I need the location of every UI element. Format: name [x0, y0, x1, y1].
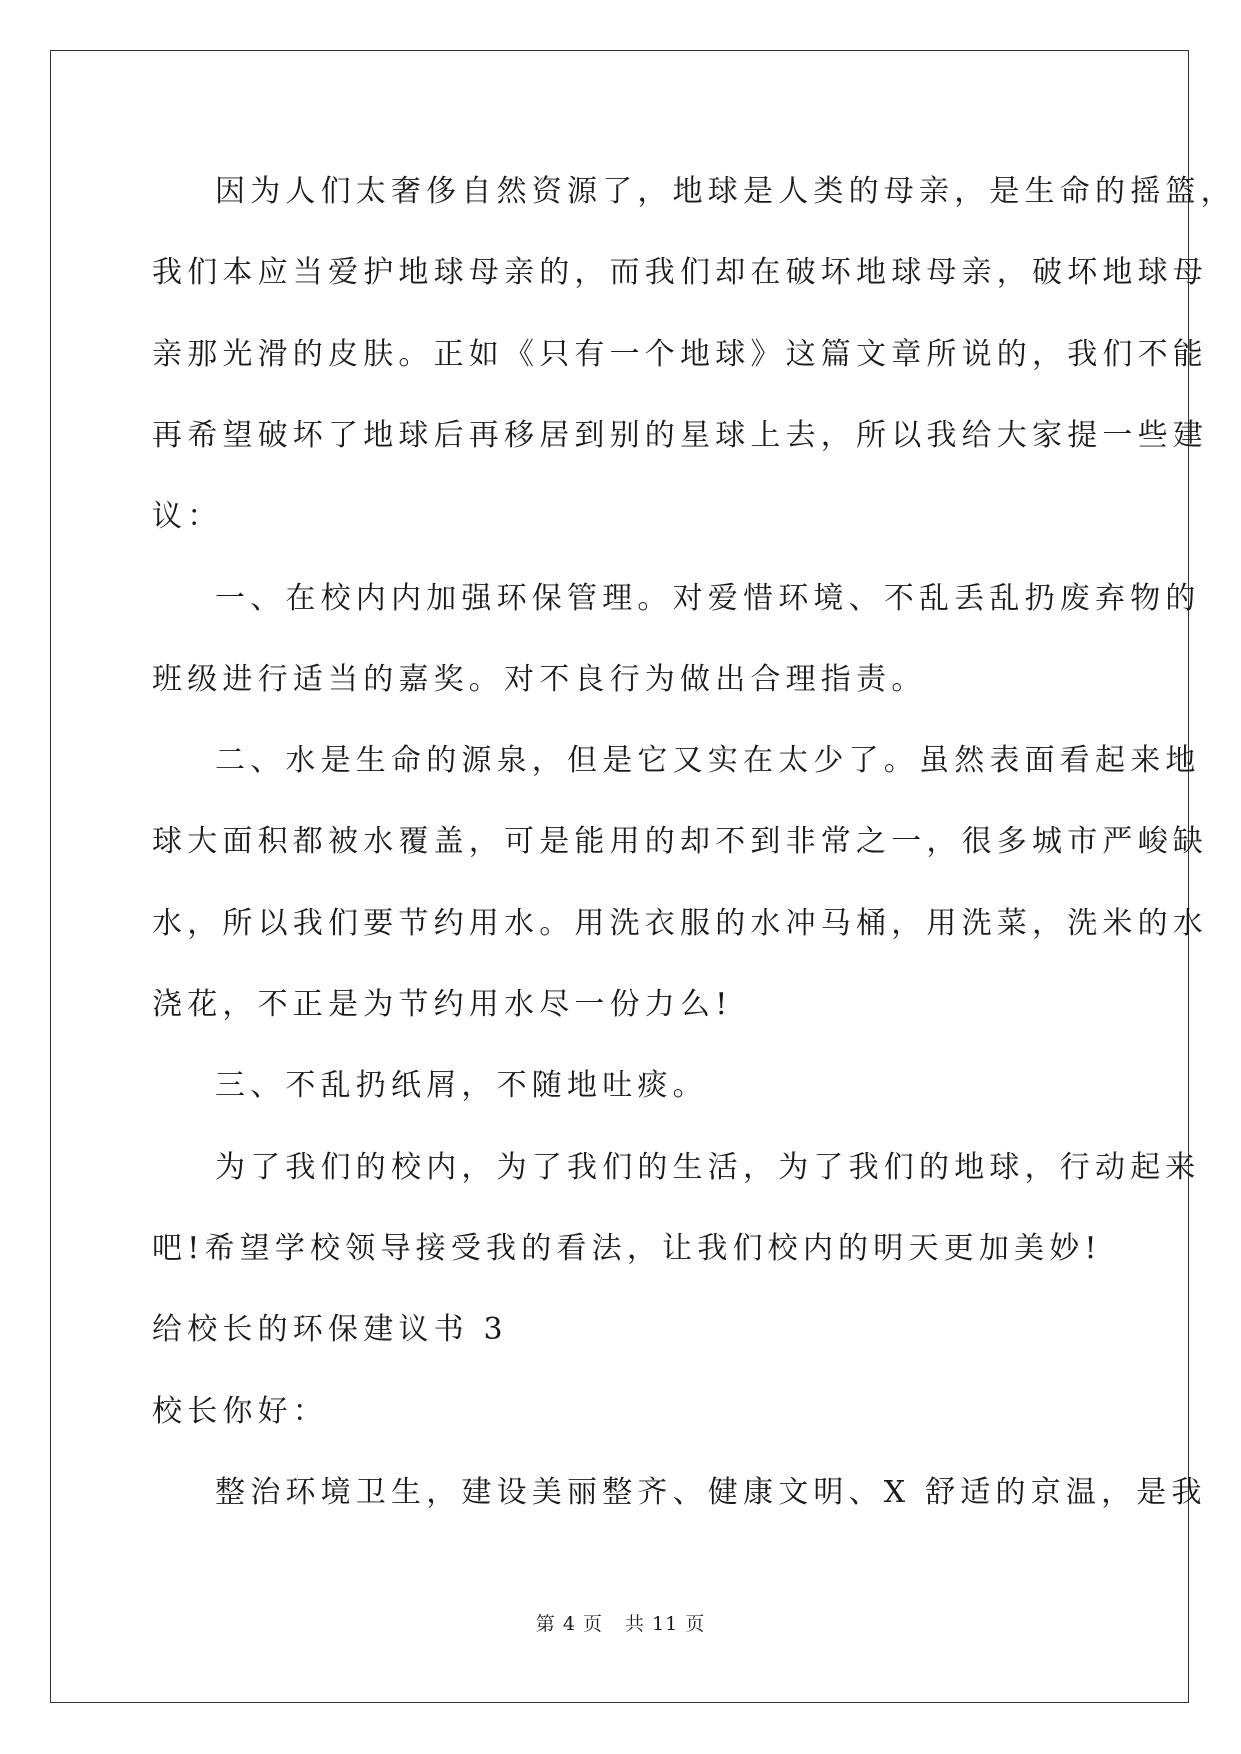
paragraph-line: 一、在校内内加强环保管理。对爱惜环境、不乱丢乱扔废弃物的	[215, 581, 1201, 616]
page-number: 第 4 页	[535, 1613, 603, 1635]
paragraph-line: 球大面积都被水覆盖，可是能用的却不到非常之一，很多城市严峻缺	[152, 824, 1208, 859]
page-border	[50, 50, 1189, 1703]
paragraph-line: 吧!希望学校领导接受我的看法，让我们校内的明天更加美妙!	[152, 1231, 1102, 1266]
paragraph-line: 我们本应当爱护地球母亲的，而我们却在破坏地球母亲，破坏地球母	[152, 255, 1208, 290]
page-total: 共 11 页	[624, 1613, 706, 1635]
paragraph-line: 三、不乱扔纸屑，不随地吐痰。	[215, 1068, 708, 1103]
paragraph-line: 因为人们太奢侈自然资源了，地球是人类的母亲，是生命的摇篮，	[215, 174, 1236, 209]
paragraph-line: 整治环境卫生，建设美丽整齐、健康文明、X 舒适的京温，是我	[215, 1475, 1207, 1510]
paragraph-line: 浇花，不正是为节约用水尽一份力么!	[152, 987, 733, 1022]
paragraph-line: 再希望破坏了地球后再移居到别的星球上去，所以我给大家提一些建	[152, 418, 1208, 453]
paragraph-line: 水，所以我们要节约用水。用洗衣服的水冲马桶，用洗菜，洗米的水	[152, 906, 1208, 941]
page-footer	[0, 1612, 1241, 1636]
salutation: 校长你好：	[152, 1394, 328, 1429]
paragraph-line: 二、水是生命的源泉，但是它又实在太少了。虽然表面看起来地	[215, 743, 1201, 778]
paragraph-line: 班级进行适当的嘉奖。对不良行为做出合理指责。	[152, 662, 927, 697]
paragraph-line: 亲那光滑的皮肤。正如《只有一个地球》这篇文章所说的，我们不能	[152, 337, 1208, 372]
paragraph-line: 为了我们的校内，为了我们的生活，为了我们的地球，行动起来	[215, 1150, 1201, 1185]
section-heading: 给校长的环保建议书 3	[152, 1312, 508, 1347]
paragraph-line: 议：	[152, 499, 223, 534]
